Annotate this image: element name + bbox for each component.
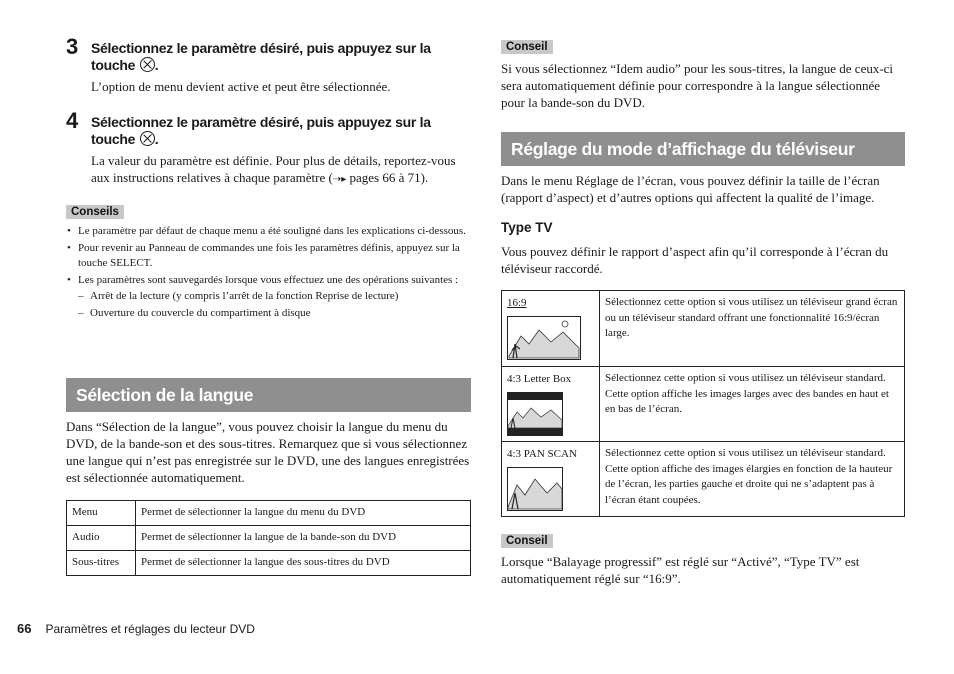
conseil-label: Conseil [501, 534, 553, 548]
subheading-type-tv: Type TV [501, 220, 553, 235]
cross-button-icon [140, 57, 155, 72]
section-intro: Dans “Sélection de la langue”, vous pouvez choisir la langue du menu du DVD, de la bande-son et des sous-titres. Remarquez que si vous sélectionnez une langue qui n’est pas enregistrée sur le DVD, une des langues enregistrées est sélectionnée automatiquement. [66, 419, 470, 485]
step-title: Sélectionnez le paramètre désiré, puis appuyez sur la touche . [91, 114, 431, 147]
table-row [502, 291, 905, 367]
cross-button-icon [140, 131, 155, 146]
table-cell-desc: Permet de sélectionner la langue de la bande-son du DVD [136, 526, 471, 551]
page-number: 66 [17, 621, 32, 636]
table-cell-desc: Permet de sélectionner la langue des sous-titres du DVD [136, 551, 471, 576]
table-cell-name [502, 291, 600, 367]
step-number: 3 [66, 34, 79, 59]
conseil-text: Lorsque “Balayage progressif” est réglé sur “Activé”, “Type TV” est automatiquement réglé sur “16:9”. [501, 554, 860, 586]
conseil-text: Si vous sélectionnez “Idem audio” pour les sous-titres, la langue de ceux-ci sera automatiquement définie pour correspondre à la langue sélectionnée pour la bande-son du DVD. [501, 61, 894, 110]
table-cell-desc: Permet de sélectionner la langue du menu du DVD [136, 501, 471, 526]
list-subitem: – Ouverture du couvercle du compartiment à disque [66, 306, 471, 322]
option-label: 4:3 Letter Box [507, 373, 572, 385]
table-row [67, 501, 471, 526]
step-title: Sélectionnez le paramètre désiré, puis appuyez sur la touche . [91, 40, 431, 73]
page-footer [17, 621, 255, 636]
conseil-label: Conseil [501, 40, 553, 54]
table-row [67, 551, 471, 576]
step-number: 4 [66, 108, 79, 133]
table-cell-desc: Sélectionnez cette option si vous utilisez un téléviseur standard. Cette option affiche les images larges avec des bandes en haut et en bas de l’écran. [600, 367, 905, 442]
table-row [67, 526, 471, 551]
table-cell-desc: Sélectionnez cette option si vous utilisez un téléviseur grand écran ou un téléviseur standard offrant une fonctionnalité 16:9/écran large. [600, 291, 905, 367]
table-cell-name: Audio [67, 526, 136, 551]
step-body: L’option de menu devient active et peut être sélectionnée. [91, 79, 391, 94]
table-cell-name [502, 442, 600, 517]
arrow-reference-icon: ⇢▸ [332, 174, 347, 185]
option-label-default: 16:9 [507, 297, 527, 309]
widescreen-thumbnail-icon [507, 316, 581, 360]
table-cell-name: Menu [67, 501, 136, 526]
section-banner-affichage: Réglage du mode d’affichage du téléviseur [501, 132, 905, 166]
section-intro: Dans le menu Réglage de l’écran, vous pouvez définir la taille de l’écran (rapport d’aspect) et d’autres options qui affectent la qualité de l’image. [501, 173, 880, 205]
conseils-list [66, 224, 471, 322]
list-item: • Les paramètres sont sauvegardés lorsque vous effectuez une des opérations suivantes : [66, 273, 471, 289]
list-subitem: – Arrêt de la lecture (y compris l’arrêt de la fonction Reprise de lecture) [66, 289, 471, 305]
table-cell-name: Sous-titres [67, 551, 136, 576]
tv-type-table [501, 290, 905, 517]
conseils-label: Conseils [66, 205, 124, 219]
footer-title: Paramètres et réglages du lecteur DVD [45, 622, 255, 636]
table-cell-name [502, 367, 600, 442]
section-banner-langue: Sélection de la langue [66, 378, 471, 412]
subheading-intro: Vous pouvez définir le rapport d’aspect afin qu’il corresponde à l’écran du téléviseur raccordé. [501, 244, 889, 276]
option-label: 4:3 PAN SCAN [507, 448, 577, 460]
letterbox-thumbnail-icon [507, 392, 563, 436]
table-cell-desc: Sélectionnez cette option si vous utilisez un téléviseur standard. Cette option affiche des images élargies en fonction de la hauteur de l’écran, les parties gauche et droite qui ne s’adaptent pas à l’écran étant coupées. [600, 442, 905, 517]
list-item: • Pour revenir au Panneau de commandes une fois les paramètres définis, appuyez sur la touche SELECT. [66, 241, 471, 272]
language-table [66, 500, 471, 576]
table-row [502, 442, 905, 517]
list-item: • Le paramètre par défaut de chaque menu a été souligné dans les explications ci-dessous. [66, 224, 471, 240]
pan-scan-thumbnail-icon [507, 467, 563, 511]
table-row [502, 367, 905, 442]
step-body: La valeur du paramètre est définie. Pour plus de détails, reportez-vous aux instructions relatives à chaque paramètre (⇢▸ pages 66 à 71). [91, 153, 456, 185]
